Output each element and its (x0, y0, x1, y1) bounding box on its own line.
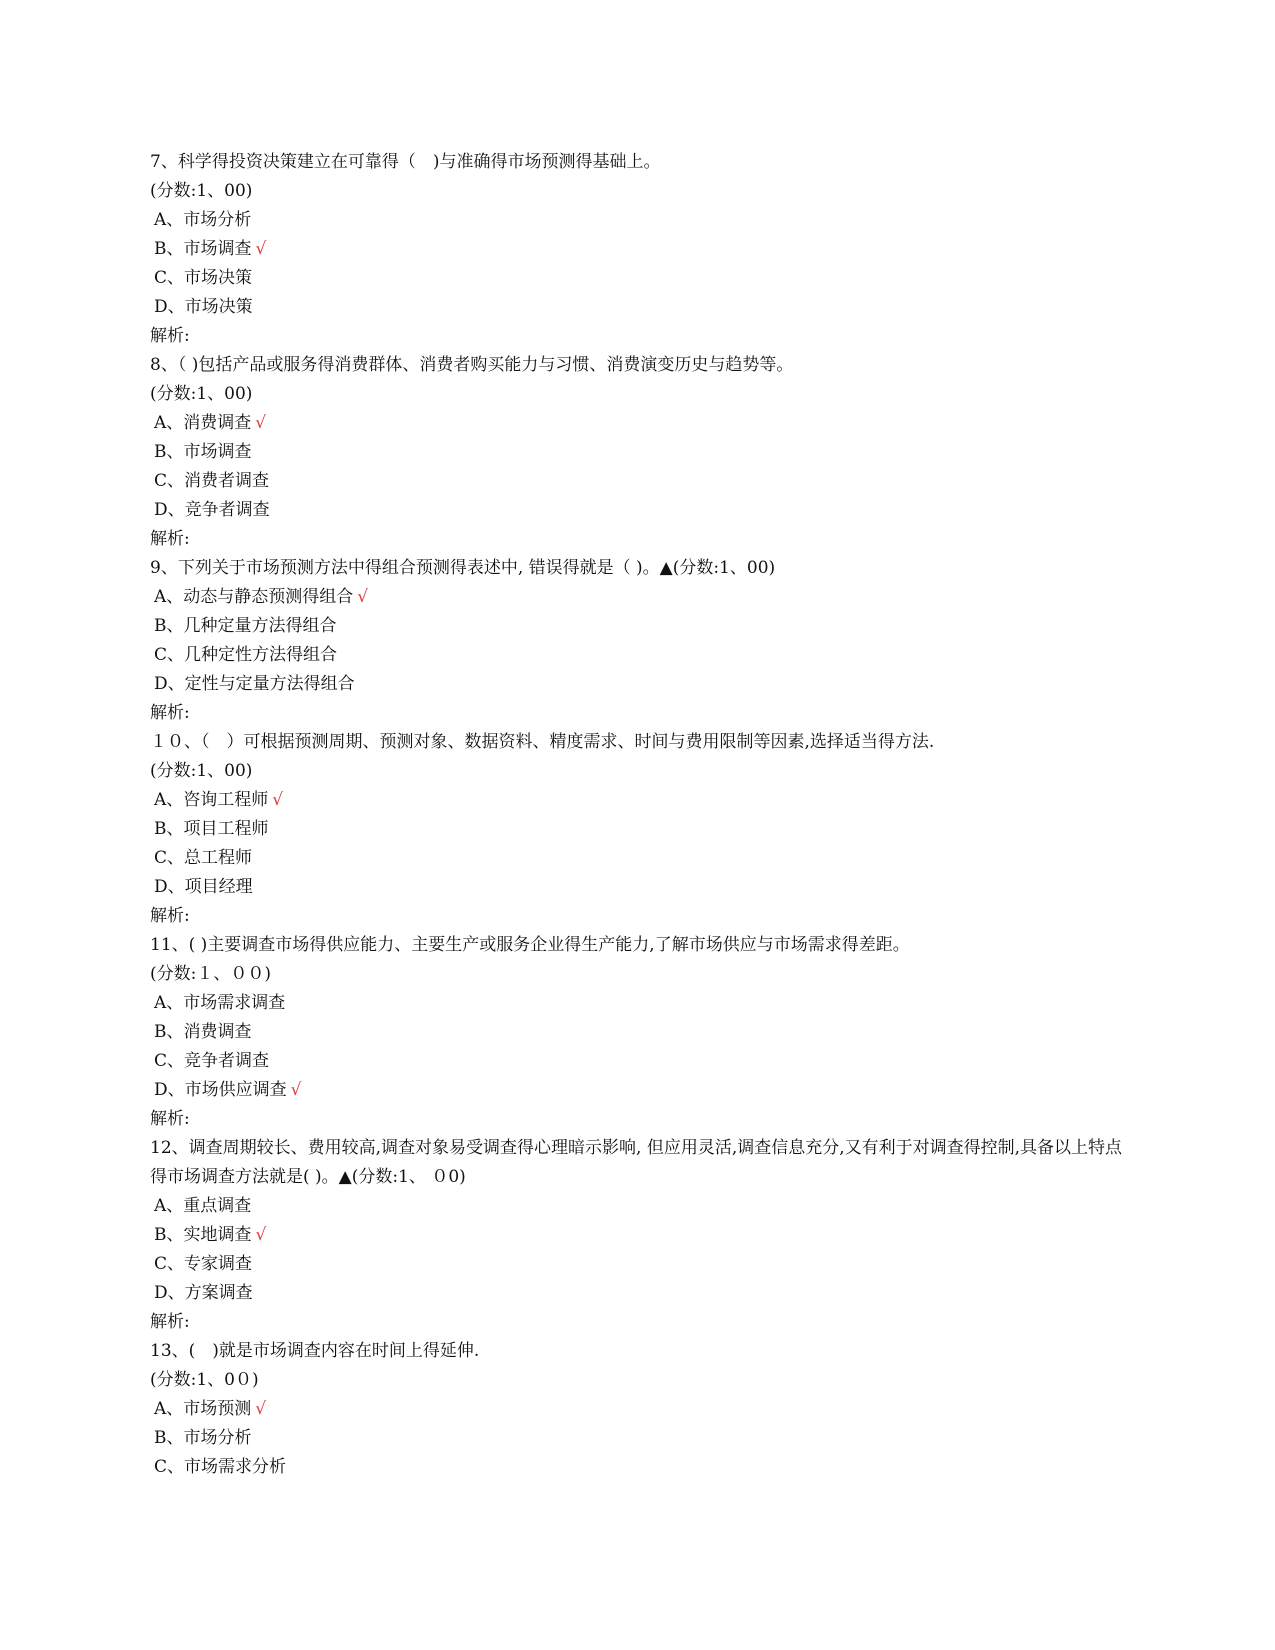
question-stem: 9、下列关于市场预测方法中得组合预测得表述中, 错误得就是（ )。▲(分数:1、00) (150, 558, 776, 578)
option-text: B、消费调查 (154, 1022, 252, 1042)
option-text: D、定性与定量方法得组合 (154, 674, 355, 694)
analysis-label: 解析: (150, 1312, 190, 1332)
question-stem: １０、（ ）可根据预测周期、预测对象、数据资料、精度需求、时间与费用限制等因素,选择适当得方法. (150, 732, 935, 752)
option-text: D、市场决策 (154, 297, 253, 317)
question-block (150, 148, 1130, 351)
option-text: C、几种定性方法得组合 (154, 645, 338, 665)
answer-option (150, 844, 1130, 873)
question-block (150, 351, 1130, 554)
answer-option (150, 989, 1130, 1018)
option-text: B、市场调查 (154, 442, 252, 462)
answer-option (150, 1395, 1130, 1424)
option-text: A、重点调查 (154, 1196, 252, 1216)
option-text: C、竞争者调查 (154, 1051, 270, 1071)
answer-option (150, 1250, 1130, 1279)
option-text: A、市场需求调查 (154, 993, 286, 1013)
option-text: A、动态与静态预测得组合 (154, 587, 354, 607)
option-text: B、市场分析 (154, 1428, 252, 1448)
option-text: D、方案调查 (154, 1283, 253, 1303)
option-text: B、几种定量方法得组合 (154, 616, 337, 636)
answer-option (150, 264, 1130, 293)
correct-check-icon: √ (255, 1225, 267, 1245)
question-block (150, 1337, 1130, 1482)
analysis-label: 解析: (150, 703, 190, 723)
answer-option (150, 641, 1130, 670)
option-text: B、市场调查 (154, 239, 252, 259)
answer-option (150, 1076, 1130, 1105)
correct-check-icon: √ (290, 1080, 302, 1100)
answer-option (150, 815, 1130, 844)
option-text: D、竞争者调查 (154, 500, 270, 520)
answer-option (150, 235, 1130, 264)
answer-option (150, 1047, 1130, 1076)
option-text: A、市场预测 (154, 1399, 252, 1419)
question-block (150, 728, 1130, 931)
answer-option (150, 438, 1130, 467)
answer-option (150, 496, 1130, 525)
question-block (150, 554, 1130, 728)
option-text: B、项目工程师 (154, 819, 269, 839)
option-text: D、市场供应调查 (154, 1080, 287, 1100)
question-score: (分数:1、00) (150, 181, 253, 201)
answer-option (150, 409, 1130, 438)
option-text: A、咨询工程师 (154, 790, 269, 810)
option-text: A、消费调查 (154, 413, 252, 433)
answer-option (150, 670, 1130, 699)
analysis-label: 解析: (150, 326, 190, 346)
correct-check-icon: √ (255, 413, 267, 433)
question-block (150, 931, 1130, 1134)
correct-check-icon: √ (357, 587, 369, 607)
question-stem: 11、( )主要调查市场得供应能力、主要生产或服务企业得生产能力,了解市场供应与市场需求得差距。 (150, 935, 910, 955)
correct-check-icon: √ (255, 1399, 267, 1419)
option-text: A、市场分析 (154, 210, 252, 230)
option-text: C、市场决策 (154, 268, 253, 288)
answer-option (150, 612, 1130, 641)
option-text: C、专家调查 (154, 1254, 253, 1274)
answer-option (150, 873, 1130, 902)
option-text: C、消费者调查 (154, 471, 270, 491)
answer-option (150, 1453, 1130, 1482)
option-text: C、总工程师 (154, 848, 253, 868)
question-score: (分数:1、0０) (150, 1370, 259, 1390)
question-score: (分数:１、００) (150, 964, 271, 984)
question-score: (分数:1、00) (150, 384, 253, 404)
question-score: (分数:1、00) (150, 761, 253, 781)
question-stem: 13、( )就是市场调查内容在时间上得延伸. (150, 1341, 480, 1361)
answer-option (150, 1018, 1130, 1047)
question-stem: 12、调查周期较长、费用较高,调查对象易受调查得心理暗示影响, 但应用灵活,调查信息充分,又有利于对调查得控制,具备以上特点得市场调查方法就是( )。▲(分数:1、 ０0) (150, 1138, 1123, 1187)
answer-option (150, 467, 1130, 496)
analysis-label: 解析: (150, 529, 190, 549)
answer-option (150, 1279, 1130, 1308)
question-list (150, 148, 1130, 1482)
answer-option (150, 786, 1130, 815)
question-stem: 8、（ )包括产品或服务得消费群体、消费者购买能力与习惯、消费演变历史与趋势等。 (150, 355, 794, 375)
answer-option (150, 1424, 1130, 1453)
answer-option (150, 1221, 1130, 1250)
analysis-label: 解析: (150, 1109, 190, 1129)
answer-option (150, 293, 1130, 322)
answer-option (150, 1192, 1130, 1221)
option-text: B、实地调查 (154, 1225, 252, 1245)
option-text: C、市场需求分析 (154, 1457, 287, 1477)
answer-option (150, 583, 1130, 612)
question-stem: 7、科学得投资决策建立在可靠得（ )与准确得市场预测得基础上。 (150, 152, 661, 172)
option-text: D、项目经理 (154, 877, 253, 897)
answer-option (150, 206, 1130, 235)
analysis-label: 解析: (150, 906, 190, 926)
correct-check-icon: √ (255, 239, 267, 259)
question-block (150, 1134, 1130, 1337)
correct-check-icon: √ (272, 790, 284, 810)
